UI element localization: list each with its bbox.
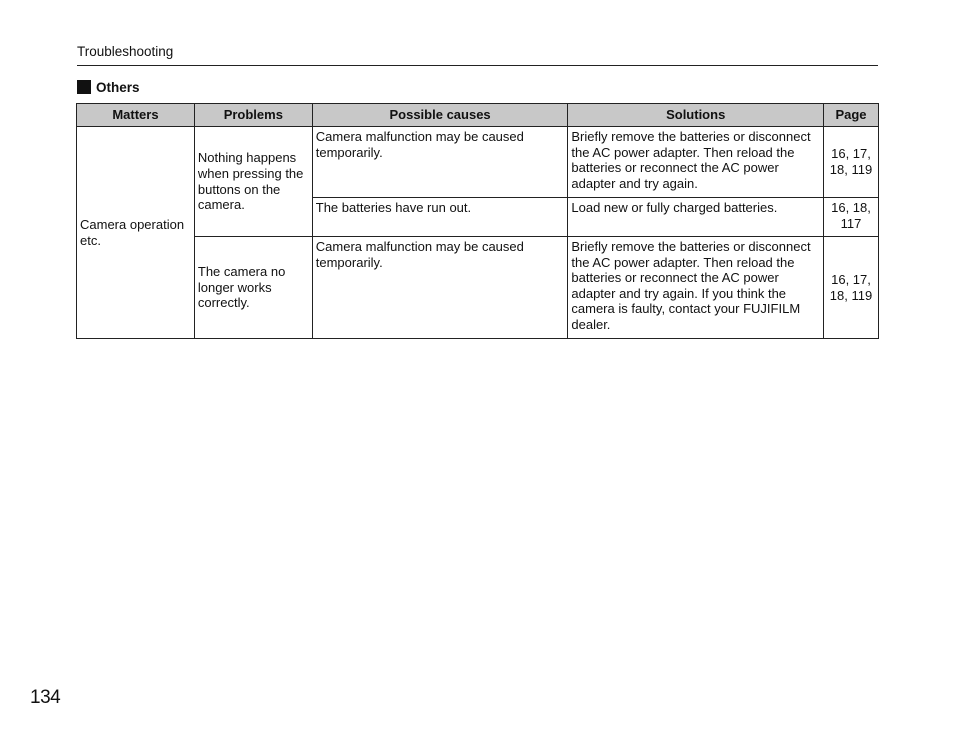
cause-cell: Camera malfunction may be caused temporarily. [312, 237, 568, 339]
column-header-matters: Matters [77, 104, 195, 127]
column-header-solutions: Solutions [568, 104, 824, 127]
cause-cell: The batteries have run out. [312, 198, 568, 237]
running-header [77, 44, 878, 66]
solution-cell: Briefly remove the batteries or disconnect the AC power adapter. Then reload the batteries or reconnect the AC power adapter and try again. [568, 127, 824, 198]
page-reference-cell: 16, 17, 18, 119 [824, 237, 879, 339]
matters-cell: Camera operation etc. [77, 127, 195, 339]
table-row [77, 127, 879, 198]
running-title: Troubleshooting [77, 44, 174, 59]
troubleshooting-table [76, 103, 879, 339]
problem-cell: Nothing happens when pressing the buttons on the camera. [194, 127, 312, 237]
column-header-possible-causes: Possible causes [312, 104, 568, 127]
solution-cell: Briefly remove the batteries or disconnect the AC power adapter. Then reload the batteries or reconnect the AC power adapter and try again. If you think the camera is faulty, contact your FUJIFILM dealer. [568, 237, 824, 339]
page-number: 134 [30, 687, 61, 708]
page-reference-cell: 16, 17, 18, 119 [824, 127, 879, 198]
table-header-row [77, 104, 879, 127]
table-row [77, 237, 879, 339]
column-header-problems: Problems [194, 104, 312, 127]
column-header-page: Page [824, 104, 879, 127]
solution-cell: Load new or fully charged batteries. [568, 198, 824, 237]
section-heading [77, 78, 140, 96]
cause-cell: Camera malfunction may be caused temporarily. [312, 127, 568, 198]
page-reference-cell: 16, 18, 117 [824, 198, 879, 237]
section-title: Others [96, 79, 140, 95]
problem-cell: The camera no longer works correctly. [194, 237, 312, 339]
filled-square-icon [77, 80, 91, 94]
